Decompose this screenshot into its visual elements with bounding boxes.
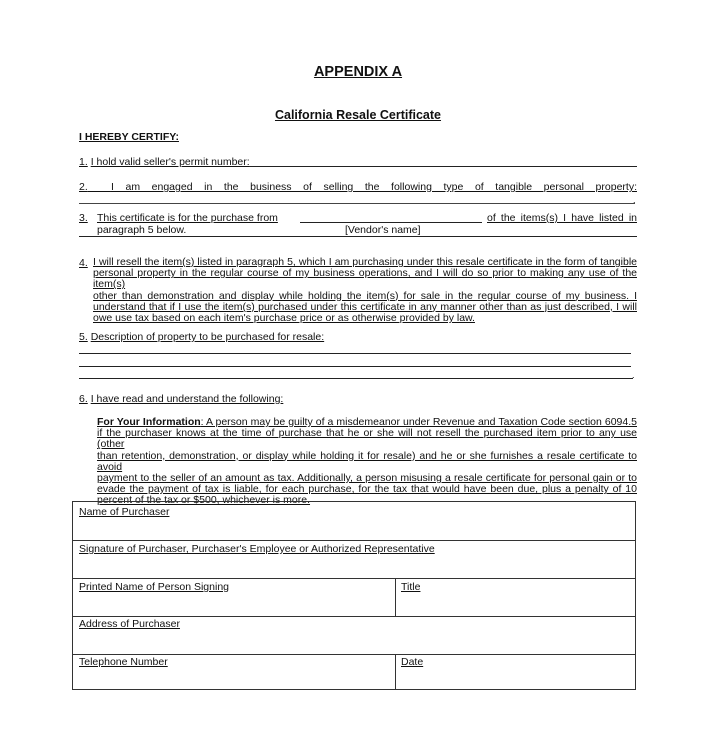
signature-field[interactable]	[73, 541, 635, 578]
item-4-line-1: I will resell the item(s) listed in paragraph 5, which I am purchasing under this resale certificate in the form of tangible	[93, 256, 637, 268]
item-4-line-5: owe use tax based on each item's purchase price or as otherwise provided by law.	[93, 312, 475, 325]
item-2-number: 2.	[79, 181, 88, 193]
vendor-name-label: [Vendor's name]	[345, 224, 421, 236]
date-label: Date	[401, 656, 424, 668]
item-3-text-c: paragraph 5 below.	[97, 224, 187, 236]
line-end-dot-2: .	[632, 370, 635, 380]
item-6-text: I have read and understand the following:	[90, 393, 284, 405]
certify-heading: I HEREBY CERTIFY:	[79, 131, 179, 143]
item-6	[79, 393, 283, 405]
line-end-dot: .	[633, 195, 636, 205]
item-4-line-4: understand that if I use the item(s) purchased under this certificate in any manner other than as just described, I will	[93, 300, 637, 313]
item-4-line-3: other than demonstration and display while holding the item(s) for sale in the regular course of my business. I	[93, 289, 637, 302]
page-title: APPENDIX A	[313, 64, 403, 80]
fyi-label: For Your Information	[97, 416, 201, 428]
description-line-3[interactable]	[79, 378, 633, 379]
title-field[interactable]	[396, 579, 635, 616]
item-5-text: Description of property to be purchased for resale:	[90, 331, 325, 343]
item-5	[79, 331, 324, 343]
description-line-2[interactable]	[79, 366, 631, 367]
item-5-number: 5.	[79, 331, 88, 343]
item-2	[79, 181, 637, 193]
address-field[interactable]	[73, 617, 635, 654]
signature-label: Signature of Purchaser, Purchaser's Employee or Authorized Representative	[79, 543, 435, 555]
title-label: Title	[401, 581, 421, 593]
item-2-text: I am engaged in the business of selling the following type of tangible personal property:	[110, 181, 637, 193]
vendor-name-line[interactable]	[300, 222, 482, 223]
fyi-line-2: if the purchaser knows at the time of purchase that he or she will not resell the purchased item prior to any use (other	[97, 427, 637, 451]
fyi-line-6: percent of the tax or $500, whichever is more.	[97, 494, 311, 507]
fyi-line-3: than retention, demonstration, or display while holding it for resale) and he or she furnishes a resale certificate to avoid	[97, 449, 637, 473]
printed-name-label: Printed Name of Person Signing	[79, 581, 229, 593]
fyi-line-1-text: : A person may be guilty of a misdemeanor under Revenue and Taxation Code section 6094.5	[200, 416, 637, 428]
name-of-purchaser-label: Name of Purchaser	[79, 506, 170, 518]
date-field[interactable]	[396, 655, 635, 689]
item-1-text: I hold valid seller's permit number:	[90, 156, 250, 168]
purchaser-info-table	[72, 501, 636, 690]
permit-number-line[interactable]	[249, 166, 637, 167]
telephone-field[interactable]	[73, 655, 395, 689]
fyi-line-4: payment to the seller of an amount as tax. Additionally, a person misusing a resale certificate for personal gain or to	[97, 472, 637, 485]
item-6-number: 6.	[79, 393, 88, 405]
item-3-text-a: This certificate is for the purchase from	[97, 212, 278, 224]
name-of-purchaser-field[interactable]	[73, 502, 635, 540]
description-line-1[interactable]	[79, 353, 631, 354]
page-subtitle: California Resale Certificate	[274, 108, 442, 122]
item-4-number: 4.	[79, 257, 88, 269]
item-3-underline	[79, 236, 637, 237]
item-3-number: 3.	[79, 212, 88, 224]
item-3-text-b: of the items(s) I have listed in	[487, 212, 637, 224]
fyi-line-5: evade the payment of tax is liable, for each purchase, for the tax that would have been due, plus a penalty of 10	[97, 483, 637, 496]
address-label: Address of Purchaser	[79, 618, 180, 630]
item-4-line-2: personal property in the regular course of my business operations, and I will do so prior to making any use of the item(s)	[93, 267, 637, 291]
telephone-label: Telephone Number	[79, 656, 168, 668]
item-1-number: 1.	[79, 156, 88, 168]
item-4-paragraph	[93, 257, 637, 324]
printed-name-field[interactable]	[73, 579, 395, 616]
fyi-paragraph	[97, 417, 637, 507]
property-type-line[interactable]	[79, 203, 635, 204]
item-1	[79, 156, 250, 168]
